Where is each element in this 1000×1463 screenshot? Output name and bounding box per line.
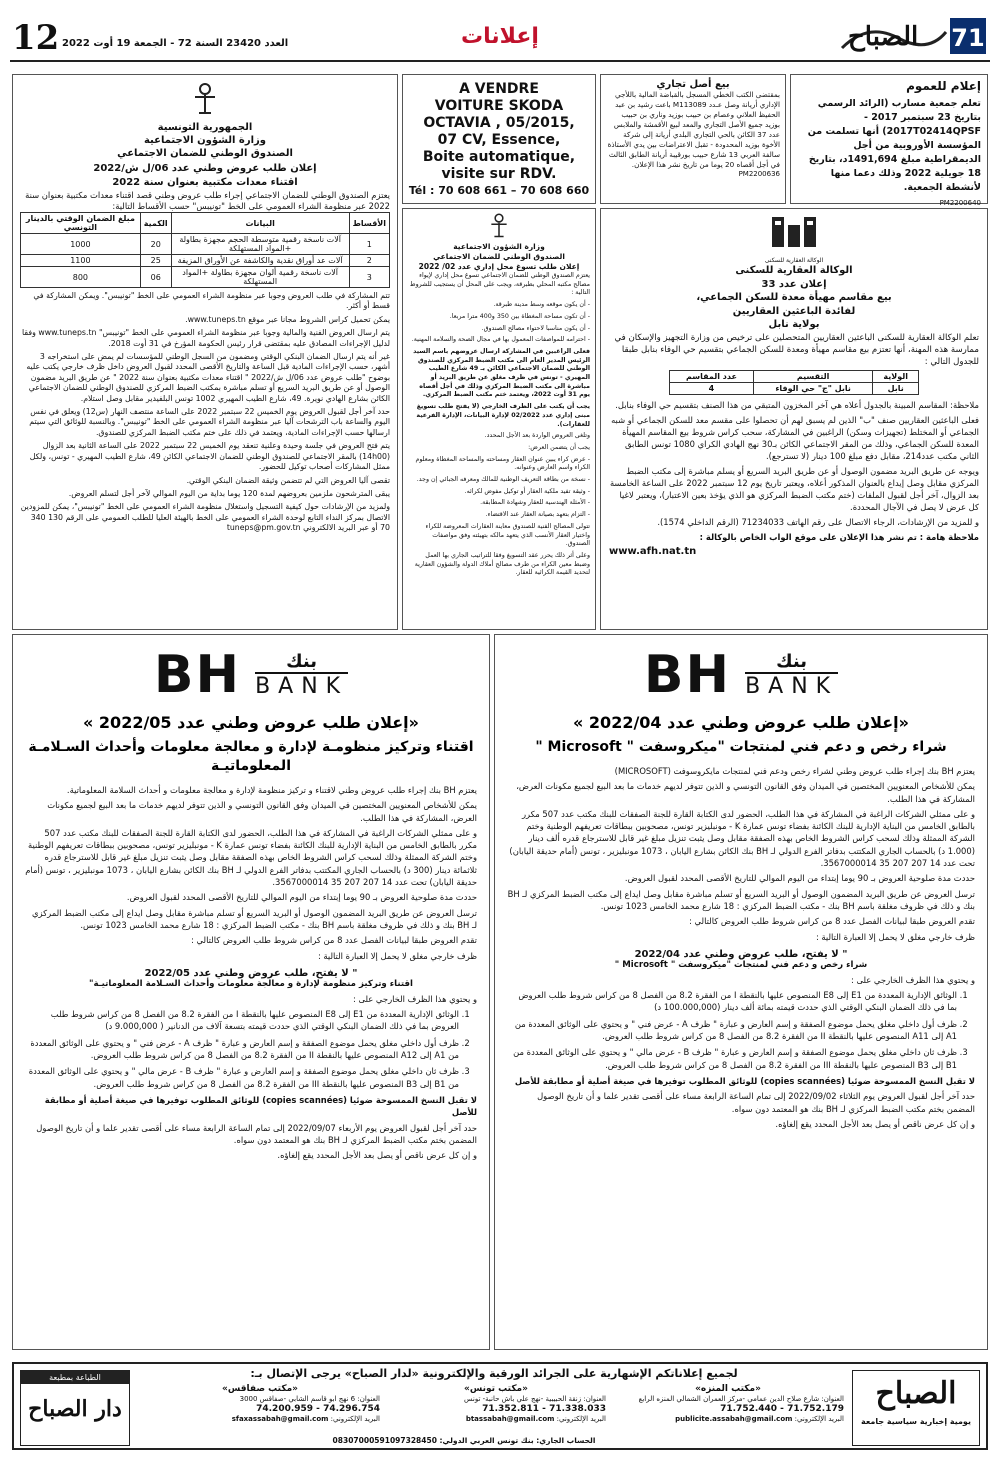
cnss2-paragraph: - أن يكون موقعه وسط مدينة طبرقة. (493, 301, 590, 309)
cnss-paragraph: غير أنه يتم ارسال الضمان البنكي الوقتي ومضمون من السجل الوطني للمؤسسات لم يمض على استخراجه 3 أشهر، حسب الإجراءات المادية قبل الساعة والتاريخ الأقصى المحدد لقبول العروض داخل ظرف خارجي يكتب عليه بوضوح "طلب عروض عدد 06/ل ش/2022 " اقتناء معدات مكتبية بعنوان سنة 2022 " عن طريق البريد مضمون الوصول أو عن طريق البريد السريع أو تسلم مباشرة بمكتب الضبط المركزي للصندوق الوطني للضمان الاجتماعي الكائن بشارع الهادي نويرة. 49، شارع الطيب المهيري 1002 تونس البلفيدير مقابل وصل استلام. (26, 352, 390, 403)
cnss-paragraph: يمكن تحميل كراس الشروط مجانا عبر موقع www.tuneps.tn. (185, 314, 390, 324)
footer-logo (852, 1370, 980, 1446)
table-header: الولاية (873, 370, 919, 382)
cnss2-header: وزارة الشؤون الاجتماعية (453, 242, 545, 251)
bh05-note: لا تقبل النسخ الممسوحة ضوئيا (copies scannées) للوثائق المطلوب توفيرها في صيغة أصلية أو مطابقة للأصل (44, 1094, 477, 1118)
footer-logo-mark: الصباح (875, 1376, 957, 1411)
ad-car-line: VOITURE SKODA (434, 98, 564, 114)
office-email[interactable]: btassabah@gmail.com (465, 1415, 555, 1423)
table-header: الكمية (140, 213, 171, 234)
table-cell: 1000 (21, 234, 141, 255)
bh05-title: «إعلان طلب عروض وطني عدد 2022/05 » (83, 713, 419, 732)
ad-afh-housing (600, 208, 988, 630)
footer-tagline: يومية إخبارية سياسية جامعة (861, 1417, 971, 1426)
bh04-paragraph: تقدم العروض طبقا لبيانات الفصل عدد 8 من كراس شروط طلب العروض كالتالي : (689, 916, 975, 927)
bh04-paragraph: حددت مدة صلوحية العروض بـ 90 يوما إبتداء من اليوم الموالي للتاريخ الأقصى المحدد لقبول العروض. (624, 873, 975, 884)
table-header: البيانات (171, 213, 349, 234)
issue-info: العدد 23420 السنة 72 - الجمعة 19 أوت 2022 (62, 38, 289, 49)
bh04-subtitle: شراء رخص و دعم فني لمنتجات "ميكروسفت " Microsoft " (535, 739, 947, 755)
afh-header: بيع مقاسم مهيأة معدة للسكن الجماعي، (696, 292, 892, 303)
table-row (21, 255, 390, 267)
footer-banner: لجميع إعلاناتكم الإشهارية على الجرائد الورقية والإلكترونية «لدار الصباح» يرجى الإتصال بـ: (250, 1367, 738, 1380)
bh05-paragraph: حددت مدة صلوحية العروض بـ 90 يوما إبتداء من اليوم الموالي للتاريخ الأقصى المحدد لقبول العروض. (126, 892, 477, 903)
cnss2-header: الصندوق الوطني للضمان الاجتماعي (433, 252, 565, 261)
cnss-header: الجمهورية التونسية (157, 122, 253, 133)
ad-cnss-rental (402, 208, 596, 630)
bh04-paragraph: ظرف خارجي مغلق لا يحمل إلا العبارة التالية : (815, 931, 975, 942)
table-cell: 800 (21, 267, 141, 288)
ad-cnss-tender (12, 74, 398, 630)
afh-logo-icon (766, 213, 822, 253)
page-number: 12 (12, 18, 60, 58)
cnss2-paragraph: فعلى الراغبين في المشاركة ارسال عروضهم باسم السيد الرئيس المدير العام الى مكتب الضبط المركزي للصندوق الوطني للضمان الاجتماعي الكائن بـ 49 شارع الطيب المهيري - تونس في ظرف مغلق عن طريق البريد أو مباشرة الى مكتب الضبط المركزي وذلك في أجل أقصاه يوم 31 أوت 2022، ويعتمد ختم مكتب الضبط المركزي. (413, 347, 590, 399)
office-phones: 71.752.179 - 71.752.440 (720, 1404, 844, 1414)
bh05-deadline: حدد آخر أجل لقبول العروض يوم الأربعاء 2022/09/07 إلى تمام الساعة الرابعة مساء على أقصى تقدير علما و أن تاريخ الوصول المضمن بختم مكتب الضبط المركزي لـ BH بنك هو المعتمد دون سواه. (36, 1122, 477, 1145)
afh-header: الوكالة العقارية للسكنى (735, 265, 853, 276)
bh-logo-bank: BANK (745, 674, 839, 699)
email-label: البريد الإلكتروني: (330, 1415, 380, 1423)
bh05-quote-sub: اقتناء وتركيز منظومة لإدارة و معالجة معلومات وأحداث السـلامة المعلوماتيـة" (89, 978, 413, 989)
bh05-paragraph: يعتزم BH بنك إجراء طلب عروض وطني لاقتناء و تركيز منظومة لإدارة و معالجة معلومات و أحداث السلامة المعلوماتية. (66, 785, 477, 795)
cnss2-paragraph: - وثيقة تفيد ملكية العقار أو توكيل مفوض لكرائه. (464, 487, 590, 495)
table-header: مبلغ الضمان الوقتي بالدينار التونسي (21, 213, 141, 234)
bh-logo-arabic: بنك (286, 651, 318, 672)
office-address: العنوان: زنقة الحبيبية -نهج علي باش حانبة- تونس (463, 1395, 606, 1403)
table-header: التقسيم (753, 370, 872, 382)
footer-account: الحساب الجاري: بنك تونس العربي الدولي: 08307000591097328450 (332, 1436, 596, 1445)
table-cell: 2 (349, 255, 389, 267)
table-row (670, 382, 919, 394)
table-cell: 4 (670, 382, 754, 394)
ad-bh-tender-05 (12, 634, 490, 1350)
office-name: «مكتب المنزه» (695, 1384, 761, 1394)
table-cell: آلات عد أوراق نقدية والكاشفة عن الأوراق المزيفة (171, 255, 349, 267)
bh05-paragraph: يمكن للأشخاص المعنويين المختصين في الميدان وفق القانون التونسي و الذين تتوفر لديهم خدمات ما بعد البيع لجميع مكونات العرض، المشاركة في هذا الطلب. (47, 800, 477, 823)
table-cell: 1100 (21, 255, 141, 267)
ad-car-phone: Tél : 70 608 661 – 70 608 660 (408, 184, 590, 197)
svg-text:71: 71 (951, 24, 985, 52)
office-address: العنوان: 6 نهج ابو قاسم الشابي -صفاقس 3000 (239, 1395, 380, 1403)
afh-lots-table (669, 370, 919, 395)
list-item: 1. الوثائق الإدارية المعددة من E1 إلى E8 المنصوص عليها بالنقطة I من الفقرة 8.2 من الفصل 8 من كراس شروط طلب العروض بما في ذلك الضمان البنكي الوقتي الذي حددت قيمته بمائة ألف دينار (100.000,000 د) (507, 989, 957, 1014)
office-sfax (140, 1384, 380, 1424)
ad-car-line: visite sur RDV. (441, 166, 557, 182)
afh-paragraph: و للمزيد من الإرشادات، الرجاء الاتصال على رقم الهاتف 71234033 (الرقم الداخلي 1574). (657, 516, 979, 527)
bh04-paragraph: ترسل العروض عن طريق البريد المضمون الوصول أو البريد السريع أو تسلم مباشرة مقابل وصل ايداع إلى مكتب الضبط المركزي لـ BH بنك و ذلك في ظروف مغلقة باسم BH بنك - مكتب الضبط المركزي : 18 شارع محمد الخامس 1023 تونس. (507, 888, 975, 911)
bh05-quote-title: " لا يفتح، طلب عروض وطني عدد 2022/05 (144, 967, 358, 979)
ad-bh-tender-04 (494, 634, 988, 1350)
cnss-paragraph: تتم المشاركة في طلب العروض وجوبا عبر منظومة الشراء العمومي على الخط "تونيبس". ويمكن المشاركة في قسط أو أكثر. (33, 291, 390, 311)
newspaper-logo (838, 14, 988, 58)
ad-business-sale (600, 74, 786, 204)
office-email[interactable]: sfaxassabah@gmail.com (231, 1415, 329, 1423)
ad-public-notice (790, 74, 988, 207)
afh-paragraph: ملاحظة: المقاسم المبينة بالجدول أعلاه هي آخر المخزون المتبقي من هذا الصنف بتقسيم حي الوفاء بنابل. (615, 399, 979, 410)
ad-business-ref: PM2200636 (738, 170, 780, 178)
bh-logo-mark: BH (643, 645, 732, 705)
list-item: 2. ظرف أول داخلي مغلق يحمل موضوع الصفقة و إسم العارض و عبارة " ظرف A - عرض فني " و يحتوي على الوثائق المعددة من A1 إلى A11 المنصوص عليها بالنقطة II من الفقرة 8.2 من الفصل 8 من كراس شروط طلب العروض. (507, 1018, 957, 1043)
afh-header: إعلان عدد 33 (761, 278, 827, 290)
list-item: 3. ظرف ثان داخلي مغلق يحمل موضوع الصفقة و إسم العارض و عبارة " ظرف B - عرض مالي " و يحتوي على الوثائق المعددة من B1 إلى B3 المنصوص عليها بالنقطة III من الفقرة 8.2 من الفصل 8 من كراس شروط طلب العروض. (25, 1065, 459, 1090)
table-cell: نابل "ج" حي الوفاء (753, 382, 872, 394)
ad-car-line: OCTAVIA , 05/2015, (423, 115, 575, 131)
press-label: الطباعة بمطبعة (21, 1371, 129, 1384)
afh-paragraph: ملاحظة هامة : تم نشر هذا الإعلان على موقع الواب الخاص بالوكالة : (699, 531, 979, 542)
table-cell: آلات ناسخة رقمية ألوان مجهزة بطاولة +المواد المستهلكة (171, 267, 349, 288)
ad-public-body: تعلم جمعية مسارب (الرائد الرسمي بتاريخ 23 سبتمبر 2017 - 2017T02414QPSF) أنها تسلمت من المؤسسة الأوروبية من أجل الديمقراطية مبلغ 1491,694د، بتاريخ 18 جويلية 2022 وذلك دعما منها لأنشطة الجمعية. (807, 98, 981, 193)
afh-logo-text: الوكالة العقارية للسكنى (764, 257, 824, 264)
cnss2-paragraph: - أن تكون مساحة المغطاة بين 350 و400 مترا مربعا. (449, 312, 590, 320)
office-menzah (612, 1384, 844, 1424)
afh-intro: تعلم الوكالة العقارية للسكنى الباعثين العقاريين المتحصلين على ترخيص من وزارة التجهيز والإسكان في ممارسة هذه المهنة، أنها تعتزم بيع مقاسم مهيأة ومعدة للسكن الجماعي بتقسيم حي الوفاء بنابل طبقا للجدول التالي : (614, 332, 979, 367)
cnss2-paragraph: وعلى أثر ذلك يحرر عقد التسويغ وفقا للتراتيب الجاري بها العمل وضبط معين الكراء من طرف مصالح أملاك الدولة والشؤون العقارية لتحديد القيمة الكرائية للعقار. (414, 551, 590, 577)
table-cell: 06 (140, 267, 171, 288)
cnss2-paragraph: - أن يكون مناسبا لاحتواء مصالح الصندوق. (481, 324, 590, 332)
cnss-paragraph: تقصى آليا العروض التي لم تتضمن وثيقة الضمان البنكي الوقتي. (186, 475, 390, 485)
table-cell: 20 (140, 234, 171, 255)
office-address: العنوان: شارع صلاح الدين عمامي -مركز العمران الشمالي المنزه الرابع (638, 1395, 844, 1403)
logo-wordmark: الصباح (848, 22, 919, 52)
afh-logo (609, 213, 979, 264)
cnss2-paragraph: - الأمثلة الهندسية للعقار وشهادة المطابقة. (480, 499, 590, 507)
table-cell: نابل (873, 382, 919, 394)
header-divider (10, 60, 990, 62)
cnss2-paragraph: - نسخة من بطاقة التعريف الوطنية للمالك ومعرفه الجبائي إن وجد. (416, 476, 590, 484)
cnss2-paragraph: تتولى المصالح الفنية للصندوق معاينة العقارات المعروضة للكراء واختيار العقار الأنسب الذي يتعهد مالكه بتهيئته وفق مواصفات الصندوق. (425, 522, 590, 548)
bh05-subtitle: اقتناء وتركيز منظومـة لإدارة و معالجة معلومات وأحداث السـلامـة المعلوماتيـة (28, 739, 474, 774)
table-row (21, 267, 390, 288)
afh-header: لفائدة الباعثين العقاريين (732, 305, 856, 317)
ad-business-title: بيع أصل تجاري (656, 79, 730, 90)
bh05-paragraph: تقدم العروض طبقا لبيانات الفصل عدد 8 من كراس شروط طلب العروض كالتالي : (191, 935, 477, 946)
cnss2-paragraph: - التزام بتعهد بصيانة العقار عند الاقتضاء. (485, 511, 590, 519)
press-box (20, 1370, 130, 1446)
cnss-paragraph: يتم ارسال العروض الفنية والمالية وجوبا عبر منظومة الشراء العمومي على الخط "تونيبس" www.tuneps.tn وفقا لدليل الإجراءات المصادق عليه بمقتضى قرار رئيس الحكومة المؤرخ في 31 أوت 2018. (22, 328, 390, 348)
bh05-paragraph: و على ممثلي الشركات الراغبة في المشاركة في هذا الطلب، الحضور لدى الكتابة القارة للجنة الصفقات للبنك مكتب عدد 507 مكرر بالطابق الخامس من البناية الإدارية للبنك الكائنة بفضاء تونس عمارة K - مونبليزير تونس، مصحوبين ببطاقات تعريفهم الوطنية وختم الشركة الممثلة وذلك لسحب كراس الشروط الخاص بهذه الصفقة مقابل وصل يثبت تنزيل مبلغ غير قابل للاسترجاع قدره ثلاثمائة دينار (300 د) بالحساب الجاري المكتتب بدفاتر الفرع الدولي لـ BH بنك الكائن بشارع اليابان ، 1073 مونبليزير ، تونس (أمام حديقة اليابان) تحت عدد 14 207 207 35 3567000014. (25, 827, 477, 888)
cnss2-paragraph: - احترامه للمواصفات المعمول بها في مجال الصحة والسلامة المهنية. (411, 336, 590, 344)
email-label: البريد الإلكتروني: (794, 1415, 844, 1423)
cnss-intro: يعتزم الصندوق الوطني للضمان الاجتماعي إجراء طلب عروض وطني قصد اقتناء معدات مكتبية بعنوان سنة 2022 عبر منظومة الشراء العمومي على الخط "تونيبس" حسب الأقساط التالية: (25, 190, 390, 211)
afh-website-link[interactable]: www.afh.nat.tn (609, 545, 697, 557)
afh-header: بولاية نابل (768, 319, 820, 330)
bh05-contains: و يحتوي هذا الظرف الخارجي على : (353, 993, 477, 1004)
cnss-logo-icon (20, 81, 390, 119)
ad-car-sale (402, 74, 596, 204)
table-cell: 3 (349, 267, 389, 288)
table-header: الأقساط (349, 213, 389, 234)
office-name: «مكتب تونس» (464, 1384, 528, 1394)
bh04-paragraph: و على ممثلي الشركات الراغبة في المشاركة في هذا الطلب، الحضور لدى الكتابة القارة للجنة الصفقات للبنك مكتب عدد 507 مكرر بالطابق الخامس من البناية الإدارية للبنك الكائنة بفضاء تونس عمارة K - مونبليزير تونس، مصحوبين ببطاقات تعريفهم الوطنية وختم الشركة الممثلة وذلك لسحب كراس الشروط الخاص بهذه الصفقة مقابل وصل يثبت تنزيل مبلغ غير قابل للاسترجاع قدره ألف دينار (1.000 د) بالحساب الجاري المكتتب بدفاتر الفرع الدولي لـ BH بنك الكائن بشارع اليابان ، 1073 مونبليزير ، تونس (أمام حديقة اليابان) تحت عدد 14 207 207 35 3567000014. (509, 808, 975, 869)
ad-car-line: A VENDRE (459, 81, 539, 97)
bh04-title: «إعلان طلب عروض وطني عدد 2022/04 » (573, 713, 909, 732)
section-title: إعلانات (461, 24, 539, 49)
office-tunis (386, 1384, 606, 1424)
list-item: 2. ظرف أول داخلي مغلق يحمل موضوع الصفقة و إسم العارض و عبارة " ظرف A - عرض فني " و يحتوي على الوثائق المعددة من A1 إلى A12 المنصوص عليها بالنقطة II من الفقرة 8.2 من الفصل 8 من كراس شروط طلب العروض. (25, 1037, 459, 1062)
office-email[interactable]: publicite.assabah@gmail.com (675, 1415, 793, 1423)
cnss2-paragraph: - عرض كراء يبين عنوان العقار ومساحته والمساحة المغطاة ومعلوم الكراء واسم العارض وعنوانه. (415, 455, 590, 472)
ad-business-body: بمقتضى الكتب الخطي المسجل بالقباضة المالية باللأجي الإداري أريانة وصل عـدد M113089 باعت رشيد بن عبد الحفيظ العلاني وعصام بن حبيب بوزيد وناري بن حبيب بوزيد جميع الأصل التجاري والمعد لبيع الأقمشة والملابس عدد 37 الكائن بالحي التجاري البلدي أريانة إلى شركة الأخوة بوزيد المحدودة - تقبل الاعتراضات بين يدي الأستاذة سالفة العربي 13 شارع حبيب بورقيبة أريانة الطابق الثالث في أجل أقصاه 20 يوما من تاريخ نشر هذا الإعلان. (607, 90, 780, 169)
bh-logo-mark: BH (153, 645, 242, 705)
bh-logo-bank: BANK (255, 674, 349, 699)
cnss-header: الصندوق الوطني للضمان الاجتماعي (117, 148, 293, 159)
office-phones: 71.338.033 - 71.352.811 (482, 1404, 606, 1414)
cnss-paragraph: يبقى المترشحون ملزمين بعروضهم لمدة 120 يوما بداية من اليوم الموالي لآخر أجل لتسلم العروض. (68, 488, 390, 498)
list-item: 1. الوثائق الإدارية المعددة من E1 إلى E8 المنصوص عليها بالنقطة I من الفقرة 8.2 من الفصل 8 من كراس شروط طلب العروض بما في ذلك الضمان البنكي الوقتي الذي حددت قيمته بتسعة آلاف من الدنانير ( 9.000,000 د) (25, 1008, 459, 1033)
press-logo: دار الصباح (28, 1396, 122, 1422)
office-name: «مكتب صفاقس» (222, 1384, 298, 1394)
bh04-contains: و يحتوي هذا الظرف الخارجي على : (851, 974, 975, 985)
ad-public-ref: PM2200640 (939, 199, 981, 207)
bh-logo (25, 645, 477, 705)
cnss2-title: إعلان طلب تسوغ محل إداري عدد 02/ 2022 (418, 262, 580, 271)
footer-contact (12, 1362, 988, 1450)
cnss2-paragraph: وتلغى العروض الواردة بعد الأجل المحدد. (484, 432, 590, 440)
bh-logo-arabic: بنك (776, 651, 808, 672)
table-row (21, 234, 390, 255)
bh04-last: و إن كل عرض ناقص أو يصل بعد الأجل المحدد يقع إلغاؤه. (775, 1118, 975, 1129)
afh-paragraph: فعلى الباعثين العقاريين صنف "ب" الذين لم يسبق لهم أن تحصلوا على مقسم معد للسكن الجماعي أو شبه الجماعي أو المختلط (تجهيزات وسكن) الراغبين في المشاركة، سحب كراس شروط بيع المقاسم المهيأة المعدة للسكن الجماعي، وذلك من المقر الاجتماعي الكائن بـ30 نهج الهادي الكراي 1080 تونس الطابق الثاني مكتب عدد214، مقابل دفع مبلغ 100 دينار (لا تسترجع). (611, 414, 979, 461)
cnss-subtitle: اقتناء معدات مكتبية بعنوان سنة 2022 (112, 177, 298, 188)
bh04-note: لا تقبل النسخ الممسوحة ضوئيا (copies scannées) للوثائق المطلوب توفيرها في صيغة أصلية أو مطابقة للأصل (514, 1075, 975, 1086)
table-cell: 25 (140, 255, 171, 267)
bh05-paragraph: ظرف خارجي مغلق لا يحمل إلا العبارة التالية : (317, 950, 477, 961)
cnss-paragraph: ولمزيد من الإرشادات حول كيفية التسجيل واستغلال منظومة الشراء العمومي على الخط "تونيبس"، يمكن للمزودين الاتصال بمركز النداء التابع لوحدة الشراء العمومي على الخط بالهيئة العليا للطلب العمومي على الرقم 130 340 70 أو عبر البريد الالكتروني tuneps@pm.gov.tn (20, 502, 390, 533)
table-header: عدد المقاسم (670, 370, 754, 382)
cnss2-paragraph: يعتزم الصندوق الوطني للضمان الاجتماعي تسوغ محل إداري لإيواء مصالح مكتبه المحلي بطبرقة، ويجب على المحل أن يستجيب للشروط التالية : (409, 272, 590, 297)
cnss2-paragraph: يجب أن يتضمن العرض: (528, 443, 590, 451)
ad-car-line: 07 CV, Essence, (437, 132, 561, 148)
cnss-title: إعلان طلب عروض وطني عدد 06/ل ش/2022 (93, 163, 317, 174)
cnss-lots-table (20, 212, 390, 288)
office-phones: 74.296.754 - 74.200.959 (256, 1404, 380, 1414)
ad-public-title: إعلام للعموم (906, 79, 981, 93)
bh04-quote-title: " لا يفتح، طلب عروض وطني عدد 2022/04 (634, 948, 848, 960)
bh04-deadline: حدد آخر أجل لقبول العروض يوم الثلاثاء 2022/09/02 إلى تمام الساعة الرابعة مساء على أقصى تقدير علما و أن تاريخ الوصول المضمن بختم مكتب الضبط المركزي لـ BH بنك هو المعتمد دون سواه. (537, 1091, 975, 1114)
cnss-logo-icon (408, 212, 590, 242)
afh-paragraph: ويوجه عن طريق البريد مضمون الوصول أو عن طريق البريد السريع أو يسلم مباشرة إلى مكتب الضبط المركزي مقابل وصل إيداع بالعنوان المذكور أعلاه، ويعتبر تاريخ يوم 12 سبتمبر 2022 على الساعة الخامسة بعد الزوال، آخر أجل لقبول الملفات (ختم مكتب الضبط المركزي هو الذي يؤخذ بعين الاعتبار)، ويعتبر لاغيا كل عرض لا يصل في الآجال المحددة. (609, 465, 979, 512)
email-label: البريد الإلكتروني: (556, 1415, 606, 1423)
table-cell: آلات ناسخة رقمية متوسطة الحجم مجهزة بطاولة +المواد المستهلكة (171, 234, 349, 255)
cnss-paragraph: يتم فتح العروض في جلسة وحيدة وعلنية تنعقد يوم الخميس 22 سبتمبر 2022 على الساعة الثانية بعد الزوال (14h00) بالمقر الاجتماعي للصندوق الوطني للضمان الاجتماعي الكائن 49، شارع الطيب المهيري - تونس، ولكل ممثل المشاركات أصحاب توكيل للحضور. (29, 441, 390, 472)
bh-logo (507, 645, 975, 705)
bh05-last: و إن كل عرض ناقص أو يصل بعد الأجل المحدد يقع إلغاؤه. (277, 1150, 477, 1161)
ad-car-line: Boite automatique, (422, 149, 576, 165)
bh04-quote-sub: شراء رخص و دعم فني لمنتجات "ميكروسفت " Microsoft " (614, 959, 868, 970)
bh04-paragraph: يمكن للأشخاص المعنويين المختصين في الميدان وفق القانون التونسي و الذين تتوفر لديهم خدمات ما بعد البيع لجميع مكونات العرض، المشاركة في هذا الطلب. (516, 781, 975, 804)
cnss-header: وزارة الشؤون الاجتماعية (143, 135, 266, 146)
cnss2-paragraph: يجب أن يكتب على الظرف الخارجي (لا يفتح طلب تسويغ مبنى إداري عدد 02/2022 لإدارة البيانات، الإدارة الفرعية للعقارات). (416, 403, 590, 428)
table-cell: 1 (349, 234, 389, 255)
cnss-paragraph: حدد آخر أجل لقبول العروض يوم الخميس 22 سبتمبر 2022 على الساعة منتصف النهار (س12) ويعلق في نفس اليوم والساعة باب الترشحات آليا عبر منظومة الشراء العمومي على الخط "تونيبس". وبالنسبة للوثائق التي سيتم ارسالها حسب الإجراءات المادية، ويعتمد في ذلك على ختم مكتب الضبط المركزي للصندوق. (29, 407, 390, 437)
bh04-paragraph: يعتزم BH بنك إجراء طلب عروض وطني لشراء رخص ودعم فني لمنتجات مايكروسوفت (MICROSOFT) (614, 766, 975, 776)
list-item: 3. ظرف ثان داخلي مغلق يحمل موضوع الصفقة و إسم العارض و عبارة " ظرف B - عرض مالي " و يحتوي على الوثائق المعددة من B1 إلى B3 المنصوص عليها بالنقطة III من الفقرة 8.2 من الفصل 8 من كراس شروط طلب العروض. (507, 1046, 957, 1071)
bh05-paragraph: ترسل العروض عن طريق البريد المضمون الوصول أو البريد السريع أو تسلم مباشرة مقابل وصل ايداع إلى مكتب الضبط المركزي لـ BH بنك و ذلك في ظروف مغلقة باسم BH بنك - مكتب الضبط المركزي : 18 شارع محمد الخامس 1023 تونس. (31, 907, 477, 930)
